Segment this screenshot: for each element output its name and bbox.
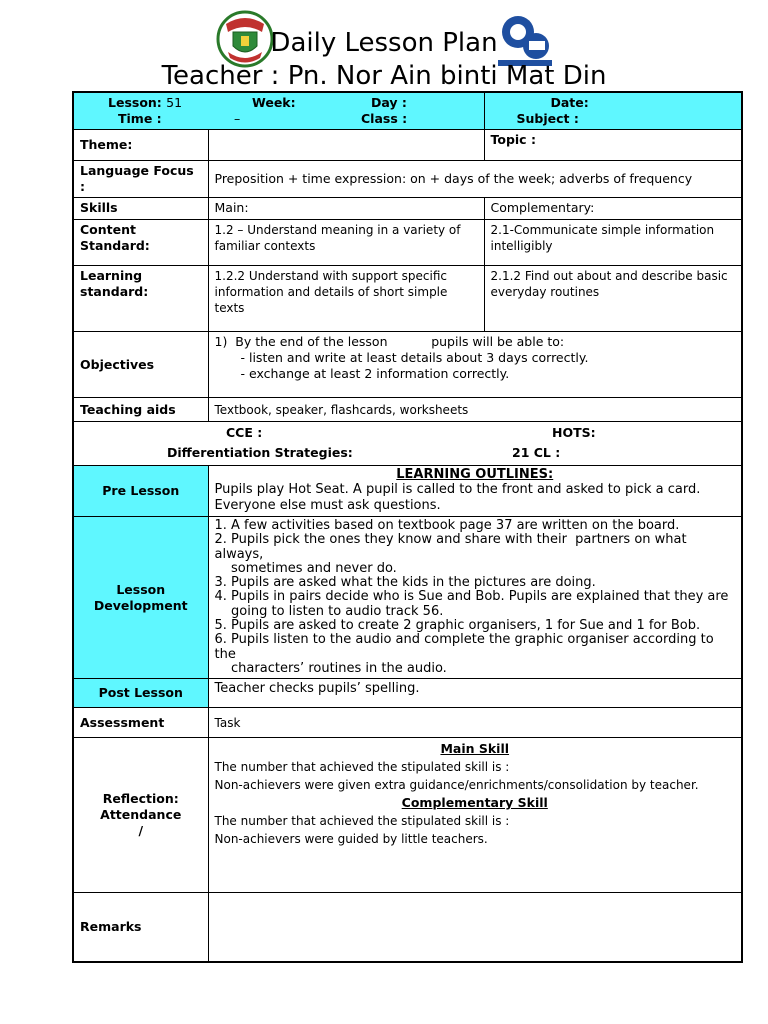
main-skill-line2: Non-achievers were given extra guidance/enrichments/consolidation by teacher. — [214, 778, 699, 793]
remarks-row — [73, 893, 742, 962]
objectives-intro: 1) By the end of the lesson pupils will be able to: — [214, 334, 565, 349]
complementary-skill-line2: Non-achievers were guided by little teachers. — [214, 832, 488, 847]
lesson-development-row — [73, 517, 742, 679]
lesson-development-steps — [208, 517, 742, 679]
remarks-value — [208, 893, 742, 962]
assessment-label: Assessment — [73, 708, 208, 738]
step-line: 1. A few activities based on textbook page 37 are written on the board. — [214, 518, 680, 533]
remarks-label: Remarks — [73, 893, 208, 962]
step-line: going to listen to audio track 56. — [214, 603, 444, 619]
lesson-development-label — [73, 517, 208, 679]
teacher-name: Teacher : Pn. Nor Ain binti Mat Din — [161, 61, 607, 91]
reflection-label — [73, 738, 208, 893]
date-label: Date: — [550, 95, 589, 110]
objective-item: - listen and write at least details about 3 days correctly. — [241, 350, 736, 366]
main-skill-line1: The number that achieved the stipulated skill is : — [214, 760, 510, 775]
step-line: 4. Pupils in pairs decide who is Sue and Bob. Pupils are explained that they are — [214, 589, 729, 605]
assessment-row — [73, 708, 742, 738]
week-label: Week: — [252, 95, 296, 110]
step-line: 5. Pupils are asked to create 2 graphic organisers, 1 for Sue and 1 for Bob. — [214, 618, 701, 634]
step-line: 2. Pupils pick the ones they know and share with their partners on what always, — [214, 532, 691, 562]
theme-value — [208, 130, 484, 161]
learning-standard-complementary: 2.1.2 Find out about and describe basic everyday routines — [484, 266, 742, 332]
language-focus-row — [73, 161, 742, 198]
step-line: characters’ routines in the audio. — [214, 660, 447, 676]
learning-standard-main: 1.2.2 Understand with support specific information and details of short simple texts — [208, 266, 484, 332]
lesson-plan-table — [72, 91, 743, 963]
topic-label: Topic : — [484, 130, 742, 161]
reflection-label-line3: / — [138, 823, 144, 839]
complementary-skill-heading: Complementary Skill — [401, 795, 548, 811]
theme-label: Theme: — [73, 130, 208, 161]
objectives-content — [208, 332, 742, 398]
reflection-label-line2: Attendance — [100, 807, 182, 823]
cl-label: 21 CL : — [512, 445, 561, 460]
pre-lesson-text: Pupils play Hot Seat. A pupil is called to the front and asked to pick a card. Everyone else must ask questions. — [214, 482, 701, 513]
cce-row — [73, 422, 742, 466]
pre-lesson-row — [73, 466, 742, 517]
step-line: sometimes and never do. — [214, 560, 397, 576]
time-label: Time : — [118, 111, 162, 126]
pre-lesson-label: Pre Lesson — [73, 466, 208, 517]
header-row — [73, 92, 742, 130]
post-lesson-label: Post Lesson — [73, 679, 208, 708]
hots-label: HOTS: — [552, 425, 596, 440]
post-lesson-row — [73, 679, 742, 708]
reflection-row — [73, 738, 742, 893]
teaching-aids-label: Teaching aids — [73, 398, 208, 422]
language-focus-value: Preposition + time expression: on + days of the week; adverbs of frequency — [208, 161, 742, 198]
class-label: Class : — [361, 111, 408, 126]
learning-standard-label: Learning standard: — [73, 266, 208, 332]
learning-outlines-heading: LEARNING OUTLINES: — [396, 467, 554, 482]
objective-item: - exchange at least 2 information correctly. — [241, 366, 736, 382]
learning-standard-row — [73, 266, 742, 332]
assessment-value: Task — [208, 708, 742, 738]
theme-row — [73, 130, 742, 161]
pre-lesson-content — [208, 466, 742, 517]
objectives-row — [73, 332, 742, 398]
skills-row — [73, 198, 742, 220]
lesson-label: Lesson: — [108, 95, 162, 110]
content-standard-complementary: 2.1-Communicate simple information intelligibly — [484, 220, 742, 266]
step-line: 6. Pupils listen to the audio and complete the graphic organiser according to the — [214, 632, 718, 662]
content-standard-row — [73, 220, 742, 266]
skills-label: Skills — [73, 198, 208, 220]
header-left — [73, 92, 484, 130]
time-value: – — [234, 111, 241, 126]
language-focus-label: Language Focus : — [73, 161, 208, 198]
lesson-value: 51 — [166, 95, 183, 110]
day-label: Day : — [371, 95, 407, 110]
lesson-development-label-line2: Development — [93, 597, 188, 613]
skills-complementary: Complementary: — [484, 198, 742, 220]
subject-label: Subject : — [516, 111, 579, 126]
step-line: 3. Pupils are asked what the kids in the pictures are doing. — [214, 575, 596, 591]
reflection-content — [208, 738, 742, 893]
content-standard-main: 1.2 – Understand meaning in a variety of familiar contexts — [208, 220, 484, 266]
differentiation-label: Differentiation Strategies: — [167, 445, 353, 460]
complementary-skill-line1: The number that achieved the stipulated skill is : — [214, 814, 510, 829]
cce-label: CCE : — [226, 425, 263, 440]
skills-main: Main: — [208, 198, 484, 220]
content-standard-label: Content Standard: — [73, 220, 208, 266]
lesson-development-label-line1: Lesson — [116, 581, 166, 597]
header-right — [484, 92, 742, 130]
reflection-label-line1: Reflection: — [102, 791, 179, 807]
teaching-aids-row — [73, 398, 742, 422]
cce-cell — [73, 422, 742, 466]
main-skill-heading: Main Skill — [440, 741, 510, 757]
objectives-label: Objectives — [73, 332, 208, 398]
page-title: Daily Lesson Plan — [270, 28, 498, 58]
post-lesson-value: Teacher checks pupils’ spelling. — [208, 679, 742, 708]
teaching-aids-value: Textbook, speaker, flashcards, worksheets — [208, 398, 742, 422]
